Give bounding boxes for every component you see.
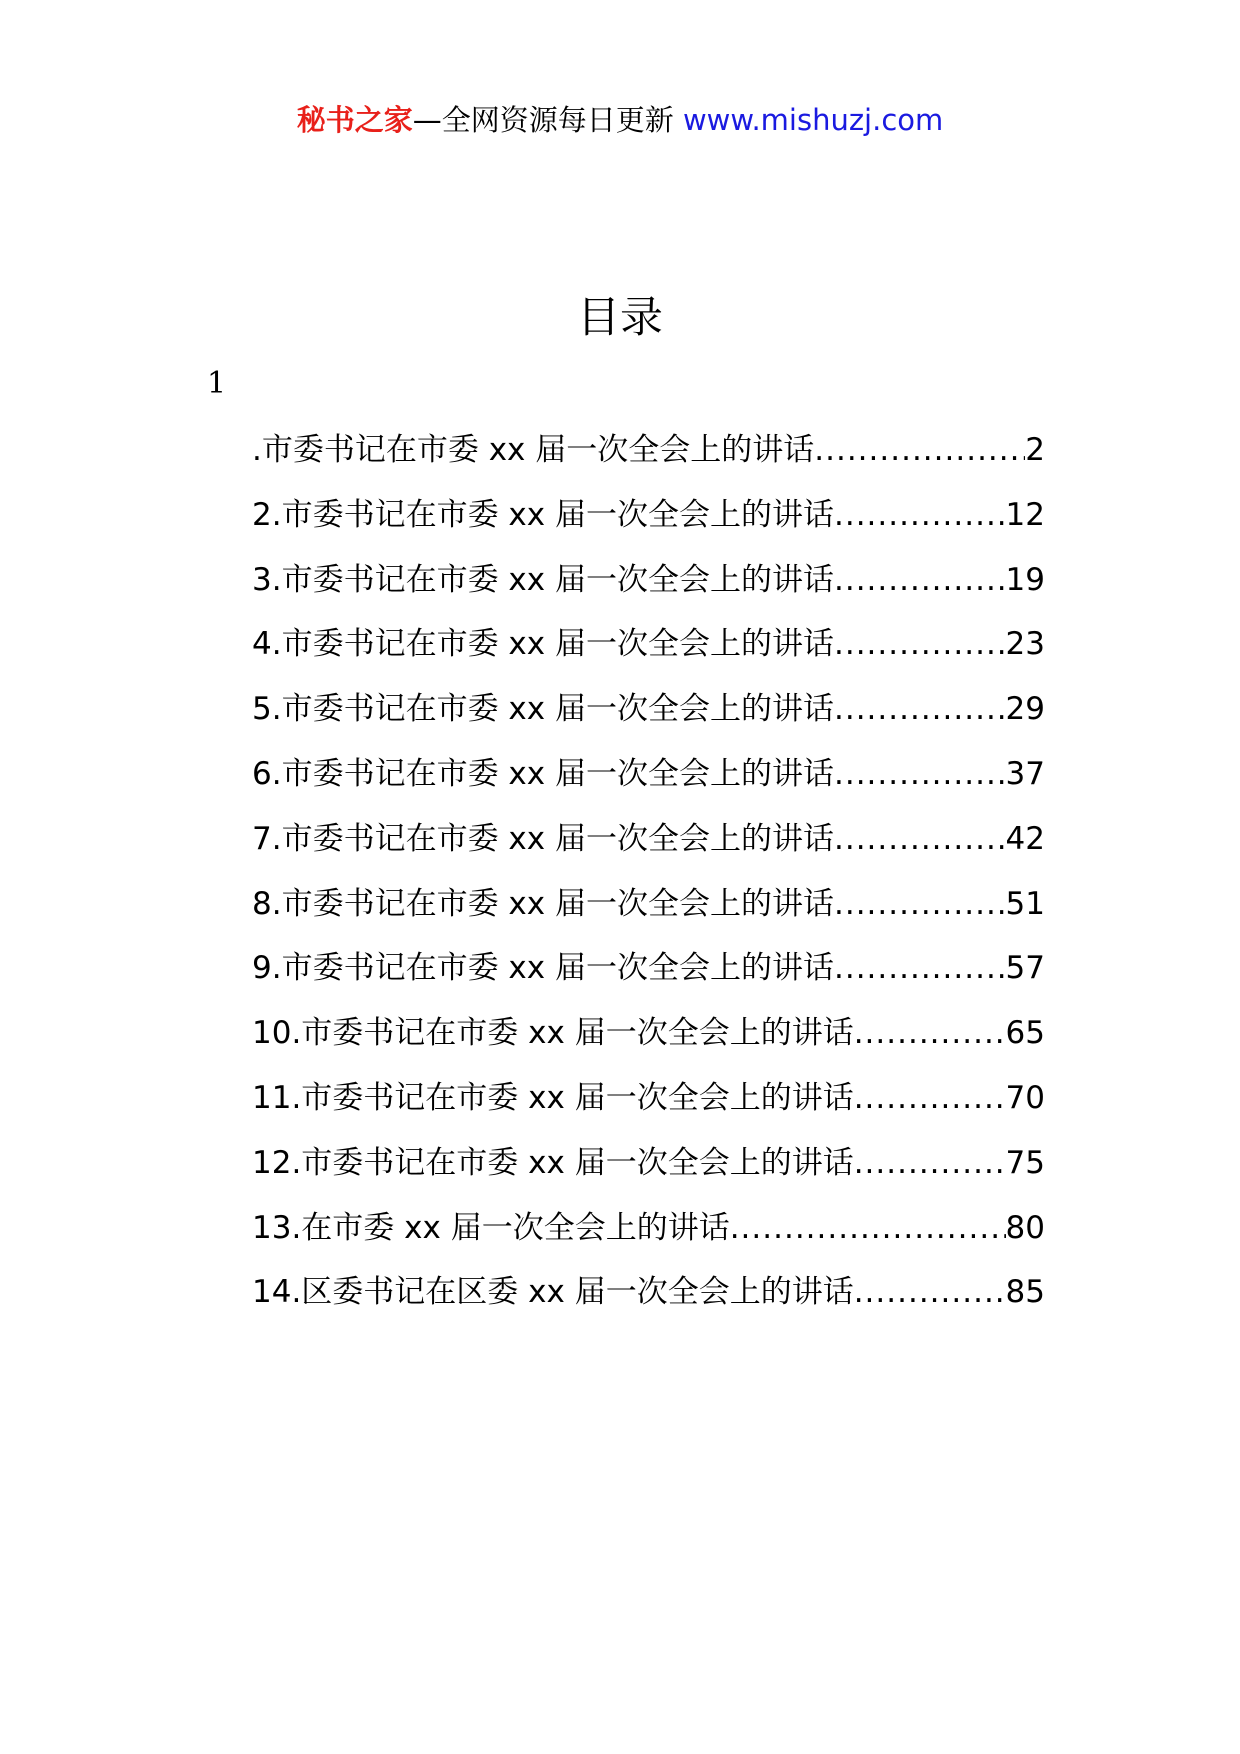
toc-entry[interactable] bbox=[252, 879, 1045, 944]
toc-page-number: 2 bbox=[1025, 432, 1045, 468]
toc-entry[interactable] bbox=[252, 749, 1045, 814]
toc-entry[interactable] bbox=[252, 684, 1045, 749]
toc-entry[interactable] bbox=[252, 555, 1045, 620]
toc-entry-title: 11.市委书记在市委 xx 届一次全会上的讲话 bbox=[252, 1079, 854, 1116]
toc-entry[interactable] bbox=[252, 1203, 1045, 1268]
page-title: 目录 bbox=[577, 293, 663, 343]
toc-entry[interactable] bbox=[252, 1138, 1045, 1203]
toc-entry-title: .市委书记在市委 xx 届一次全会上的讲话 bbox=[252, 432, 815, 468]
toc-entry[interactable] bbox=[252, 943, 1045, 1008]
toc-dot-leader bbox=[814, 425, 1025, 475]
toc-entry[interactable] bbox=[252, 619, 1045, 684]
toc-dot-leader bbox=[834, 749, 1006, 799]
toc-dot-leader bbox=[854, 1267, 1006, 1317]
toc-page-number: 70 bbox=[1005, 1079, 1045, 1116]
toc-dot-leader bbox=[854, 1138, 1006, 1188]
header-slogan: —全网资源每日更新 bbox=[412, 103, 674, 137]
table-of-contents bbox=[252, 425, 1045, 1332]
toc-dot-leader bbox=[834, 555, 1006, 605]
toc-dot-leader bbox=[730, 1203, 1006, 1253]
toc-page-number: 57 bbox=[1005, 950, 1045, 987]
toc-entry[interactable] bbox=[252, 490, 1045, 555]
toc-entry-title: 14.区委书记在区委 xx 届一次全会上的讲话 bbox=[252, 1274, 854, 1311]
toc-dot-leader bbox=[834, 684, 1006, 734]
toc-entry-title: 4.市委书记在市委 xx 届一次全会上的讲话 bbox=[252, 626, 834, 663]
header-url-link[interactable]: www.mishuzj.com bbox=[682, 103, 944, 137]
toc-entry-title: 6.市委书记在市委 xx 届一次全会上的讲话 bbox=[252, 755, 834, 792]
toc-entry-title: 8.市委书记在市委 xx 届一次全会上的讲话 bbox=[252, 885, 834, 922]
toc-entry-title: 2.市委书记在市委 xx 届一次全会上的讲话 bbox=[252, 496, 834, 533]
toc-dot-leader bbox=[834, 814, 1006, 864]
toc-page-number: 51 bbox=[1005, 885, 1045, 922]
toc-entry-title: 9.市委书记在市委 xx 届一次全会上的讲话 bbox=[252, 950, 834, 987]
toc-dot-leader bbox=[834, 619, 1006, 669]
toc-page-number: 65 bbox=[1005, 1015, 1045, 1052]
toc-dot-leader bbox=[854, 1008, 1006, 1058]
toc-dot-leader bbox=[854, 1073, 1006, 1123]
toc-page-number: 80 bbox=[1005, 1209, 1045, 1246]
toc-entry[interactable] bbox=[252, 425, 1045, 490]
toc-page-number: 37 bbox=[1005, 755, 1045, 792]
toc-entry-title: 10.市委书记在市委 xx 届一次全会上的讲话 bbox=[252, 1015, 854, 1052]
toc-dot-leader bbox=[834, 879, 1006, 929]
toc-page-number: 85 bbox=[1005, 1274, 1045, 1311]
page-header bbox=[0, 100, 1240, 140]
toc-page-number: 12 bbox=[1005, 496, 1045, 533]
toc-entry-title: 13.在市委 xx 届一次全会上的讲话 bbox=[252, 1209, 730, 1246]
toc-entry-title: 3.市委书记在市委 xx 届一次全会上的讲话 bbox=[252, 561, 834, 598]
stray-number: 1 bbox=[207, 366, 227, 401]
toc-page-number: 42 bbox=[1005, 820, 1045, 857]
toc-entry-title: 7.市委书记在市委 xx 届一次全会上的讲话 bbox=[252, 820, 834, 857]
toc-dot-leader bbox=[834, 943, 1006, 993]
brand-name: 秘书之家 bbox=[296, 103, 413, 137]
toc-page-number: 23 bbox=[1005, 626, 1045, 663]
toc-entry-title: 5.市委书记在市委 xx 届一次全会上的讲话 bbox=[252, 691, 834, 728]
toc-page-number: 19 bbox=[1005, 561, 1045, 598]
toc-entry[interactable] bbox=[252, 1008, 1045, 1073]
toc-entry[interactable] bbox=[252, 814, 1045, 879]
toc-entry[interactable] bbox=[252, 1267, 1045, 1332]
toc-entry-title: 12.市委书记在市委 xx 届一次全会上的讲话 bbox=[252, 1144, 854, 1181]
toc-page-number: 75 bbox=[1005, 1144, 1045, 1181]
toc-entry[interactable] bbox=[252, 1073, 1045, 1138]
toc-page-number: 29 bbox=[1005, 691, 1045, 728]
toc-dot-leader bbox=[834, 490, 1006, 540]
